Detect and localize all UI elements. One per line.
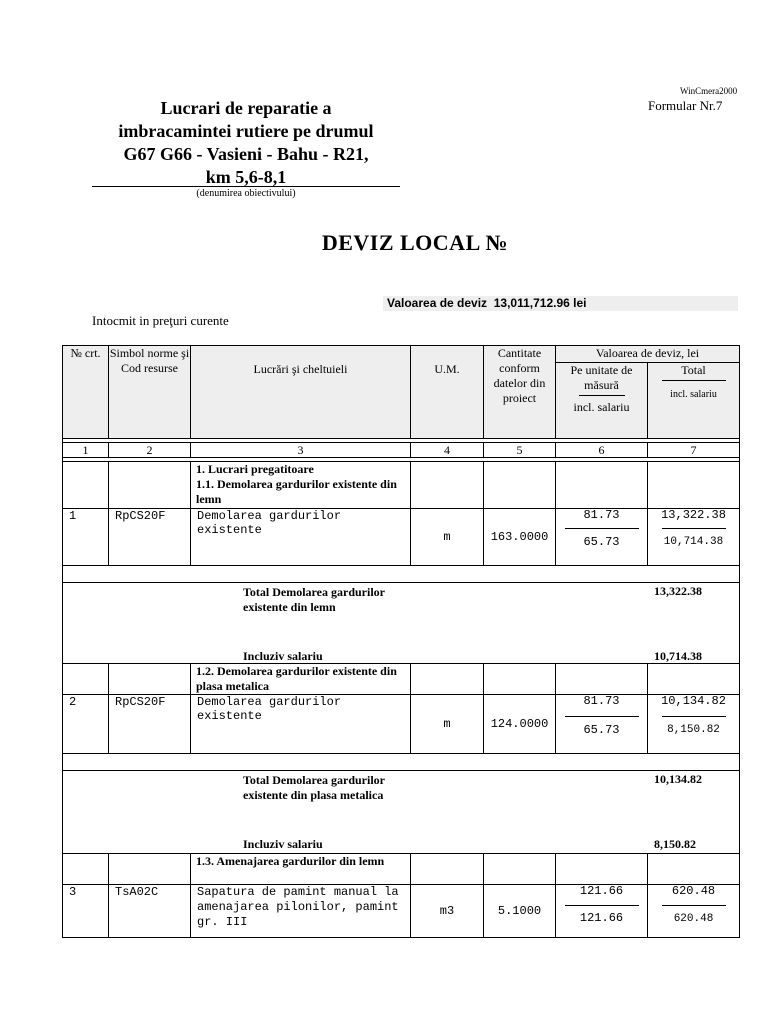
item-unit-price	[556, 885, 648, 938]
spacer-row	[63, 566, 740, 583]
item-desc: Demolarea gardurilor existente	[191, 695, 411, 754]
salariu-label: Incluziv salariu	[243, 649, 323, 663]
header-total	[648, 363, 740, 439]
header-um: U.M.	[411, 346, 484, 439]
header-total-label: Total	[681, 363, 706, 377]
col-number: 7	[648, 443, 740, 458]
empty-cell	[109, 664, 191, 695]
section-total-value: 13,322.38	[654, 584, 702, 598]
item-total	[648, 695, 740, 754]
item-total	[648, 885, 740, 938]
item-um: m	[411, 509, 484, 566]
empty-cell	[63, 854, 109, 885]
empty-cell	[63, 462, 109, 509]
col-number: 6	[556, 443, 648, 458]
software-label: WinCmera2000	[680, 86, 738, 96]
valoare-deviz	[383, 296, 738, 311]
unit-price-value: 81.73	[583, 508, 620, 522]
total-value: 10,134.82	[661, 694, 726, 708]
item-unit-price	[556, 509, 648, 566]
deviz-title: DEVIZ LOCAL №	[321, 230, 509, 255]
object-title-line: imbracamintei rutiere pe drumul	[118, 121, 374, 141]
header-cantitate: Cantitate conform datelor din proiect	[484, 346, 556, 439]
header-total-sub: incl. salariu	[670, 389, 717, 400]
empty-cell	[109, 854, 191, 885]
item-unit-price	[556, 695, 648, 754]
item-nr: 3	[63, 885, 109, 938]
total-value: 13,322.38	[661, 508, 726, 522]
item-um: m3	[411, 885, 484, 938]
fraction-line	[565, 905, 639, 906]
col-number: 3	[191, 443, 411, 458]
fraction-line	[662, 528, 726, 529]
item-simbol: RpCS20F	[109, 695, 191, 754]
empty-cell	[556, 462, 648, 509]
unit-salary-value: 121.66	[579, 911, 624, 925]
object-title-line: Lucrari de reparatie a	[160, 98, 332, 118]
deviz-table	[62, 345, 740, 938]
section-title: 1.3. Amenajarea gardurilor din lemn	[191, 854, 411, 885]
header-unitate-label: Pe unitate de măsură	[570, 363, 633, 392]
section-total-label: Total Demolarea gardurilor existente din lemn	[243, 585, 385, 614]
object-caption: (denumirea obiectivului)	[196, 188, 296, 199]
salariu-label: Incluziv salariu	[243, 837, 323, 851]
total-value: 620.48	[671, 884, 716, 898]
item-um: m	[411, 695, 484, 754]
col-number: 4	[411, 443, 484, 458]
header-unitate	[556, 363, 648, 439]
item-cant: 5.1000	[484, 885, 556, 938]
intocmit-text: Intocmit in preţuri curente	[92, 313, 229, 328]
empty-cell	[109, 462, 191, 509]
header-nr: № crt.	[63, 346, 109, 439]
section-title: 1.2. Demolarea gardurilor existente din plasa metalica	[191, 664, 411, 695]
object-underline	[92, 186, 400, 187]
item-cant: 124.0000	[484, 695, 556, 754]
empty-cell	[63, 664, 109, 695]
col-number: 2	[109, 443, 191, 458]
header-simbol: Simbol norme şi Cod resurse	[109, 346, 191, 439]
item-nr: 1	[63, 509, 109, 566]
unit-salary-value: 65.73	[583, 723, 620, 737]
empty-cell	[648, 854, 740, 885]
unit-price-value: 121.66	[579, 884, 624, 898]
unit-salary-value: 65.73	[583, 535, 620, 549]
unit-price-value: 81.73	[583, 694, 620, 708]
salariu-value: 8,150.82	[654, 837, 696, 851]
total-salary-value: 8,150.82	[667, 724, 720, 736]
fraction-line	[662, 905, 726, 906]
total-salary-value: 10,714.38	[663, 536, 724, 548]
empty-cell	[411, 664, 484, 695]
item-desc: Sapatura de pamint manual la amenajarea pilonilor, pamint gr. III	[191, 885, 411, 938]
header-unitate-rule	[579, 395, 625, 396]
valoare-amount: 13,011,712.96 lei	[493, 296, 587, 310]
item-simbol: TsA02C	[109, 885, 191, 938]
fraction-line	[565, 716, 639, 717]
header-unitate-sub: incl. salariu	[573, 400, 630, 414]
header-valoare: Valoarea de deviz, lei	[556, 346, 740, 363]
valoare-label: Valoarea de deviz	[387, 296, 488, 310]
empty-cell	[484, 854, 556, 885]
empty-cell	[556, 664, 648, 695]
fraction-line	[565, 528, 639, 529]
item-nr: 2	[63, 695, 109, 754]
total-salary-value: 620.48	[673, 913, 714, 925]
section-title: 1. Lucrari pregatitoare 1.1. Demolarea gardurilor existente din lemn	[191, 462, 411, 509]
item-desc: Demolarea gardurilor existente	[191, 509, 411, 566]
formular-number: Formular Nr.7	[648, 98, 723, 113]
empty-cell	[648, 462, 740, 509]
section-total-block	[63, 771, 740, 854]
section-total-block	[63, 583, 740, 664]
col-number: 5	[484, 443, 556, 458]
salariu-value: 10,714.38	[654, 649, 702, 663]
empty-cell	[648, 664, 740, 695]
object-title	[92, 97, 400, 189]
fraction-line	[662, 716, 726, 717]
item-simbol: RpCS20F	[109, 509, 191, 566]
object-title-line: G67 G66 - Vasieni - Bahu - R21,	[123, 144, 369, 164]
col-number: 1	[63, 443, 109, 458]
item-cant: 163.0000	[484, 509, 556, 566]
header-lucrari: Lucrări şi cheltuieli	[191, 346, 411, 439]
item-total	[648, 509, 740, 566]
empty-cell	[411, 462, 484, 509]
empty-cell	[484, 664, 556, 695]
empty-cell	[484, 462, 556, 509]
empty-cell	[556, 854, 648, 885]
spacer-row	[63, 754, 740, 771]
object-title-line: km 5,6-8,1	[205, 167, 287, 187]
section-total-label: Total Demolarea gardurilor existente din plasa metalica	[243, 773, 385, 802]
section-total-value: 10,134.82	[654, 772, 702, 786]
header-total-rule	[662, 380, 726, 381]
empty-cell	[411, 854, 484, 885]
